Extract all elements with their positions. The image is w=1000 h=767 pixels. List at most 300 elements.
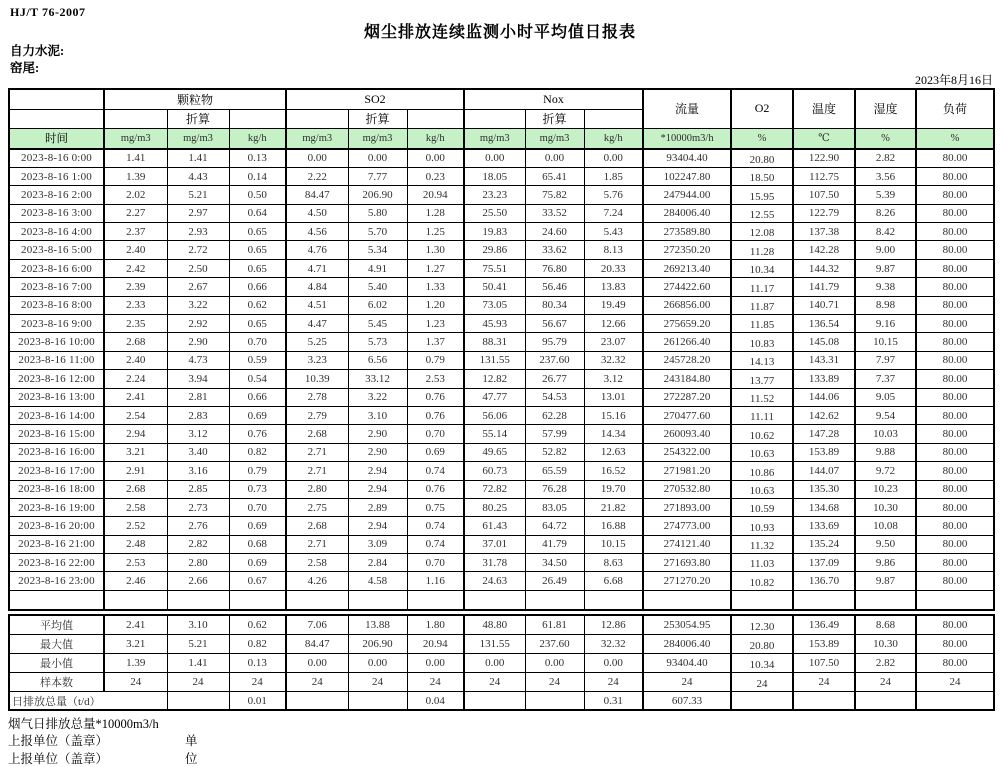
time-cell: 2023-8-16 15:00 [9, 425, 104, 443]
time-cell: 2023-8-16 0:00 [9, 149, 104, 167]
unit-label: 单位 [185, 734, 198, 766]
value-cell: 61.43 [464, 517, 525, 535]
value-cell: 3.21 [104, 443, 167, 461]
group-nox: Nox [464, 89, 643, 109]
value-cell: 76.80 [525, 259, 584, 277]
value-cell: 8.68 [855, 615, 916, 634]
value-cell: 1.20 [407, 296, 464, 314]
time-cell: 2023-8-16 23:00 [9, 572, 104, 590]
value-cell: 12.82 [464, 370, 525, 388]
value-cell: 2.50 [167, 259, 229, 277]
value-cell: 0.76 [407, 406, 464, 424]
value-cell: 2.58 [104, 498, 167, 516]
value-cell: 144.07 [793, 462, 855, 480]
value-cell: 26.77 [525, 370, 584, 388]
table-row [9, 462, 994, 480]
value-cell: 80.00 [916, 259, 994, 277]
value-cell: 2.46 [104, 572, 167, 590]
value-cell: 2.90 [348, 425, 407, 443]
value-cell: 153.89 [793, 443, 855, 461]
value-cell: 5.80 [348, 204, 407, 222]
value-cell: 3.56 [855, 167, 916, 185]
value-cell: 270477.60 [643, 406, 731, 424]
value-cell [464, 691, 525, 710]
value-cell: 0.13 [229, 653, 286, 672]
value-cell: 2.91 [104, 462, 167, 480]
table-row [9, 186, 994, 204]
value-cell: 2.41 [104, 615, 167, 634]
value-cell: 260093.40 [643, 425, 731, 443]
value-cell: 0.00 [525, 149, 584, 167]
col-temp: 温度 [793, 89, 855, 128]
value-cell: 5.73 [348, 333, 407, 351]
table-row [9, 241, 994, 259]
value-cell: 0.69 [229, 554, 286, 572]
value-cell: 6.56 [348, 351, 407, 369]
value-cell: 4.58 [348, 572, 407, 590]
empty-cell [855, 590, 916, 610]
value-cell: 135.24 [793, 535, 855, 553]
table-row [9, 443, 994, 461]
value-cell: 57.99 [525, 425, 584, 443]
value-cell: 80.00 [916, 634, 994, 653]
value-cell: 3.10 [167, 615, 229, 634]
value-cell: 29.86 [464, 241, 525, 259]
standard-code: HJ/T 76-2007 [10, 5, 86, 19]
value-cell: 80.00 [916, 462, 994, 480]
value-cell: 133.69 [793, 517, 855, 535]
value-cell: 2.82 [167, 535, 229, 553]
value-cell: 2.48 [104, 535, 167, 553]
value-cell: 0.79 [407, 351, 464, 369]
value-cell: 2.73 [167, 498, 229, 516]
value-cell: 4.91 [348, 259, 407, 277]
value-cell: 23.07 [584, 333, 643, 351]
value-cell: 1.28 [407, 204, 464, 222]
value-cell: 76.28 [525, 480, 584, 498]
value-cell: 5.70 [348, 223, 407, 241]
value-cell: 9.87 [855, 572, 916, 590]
value-cell: 2.83 [167, 406, 229, 424]
value-cell: 84.47 [286, 634, 348, 653]
value-cell: 23.23 [464, 186, 525, 204]
value-cell: 3.22 [167, 296, 229, 314]
cutoff-text: 上报单位（盖章） [8, 752, 109, 766]
value-cell: 14.13 [731, 351, 793, 369]
value-cell: 10.23 [855, 480, 916, 498]
value-cell: 6.02 [348, 296, 407, 314]
table-row [9, 370, 994, 388]
value-cell: 107.50 [793, 186, 855, 204]
value-cell: 0.00 [584, 653, 643, 672]
value-cell: 12.55 [731, 204, 793, 222]
value-cell: 3.23 [286, 351, 348, 369]
value-cell: 9.87 [855, 259, 916, 277]
value-cell: 0.54 [229, 370, 286, 388]
summary-row [9, 672, 994, 691]
daily-total-label: 日排放总量（t/d） [9, 691, 167, 710]
value-cell: 153.89 [793, 634, 855, 653]
value-cell: 1.85 [584, 167, 643, 185]
value-cell: 80.00 [916, 204, 994, 222]
value-cell: 80.00 [916, 315, 994, 333]
unit-cell: kg/h [407, 128, 464, 149]
time-cell: 2023-8-16 10:00 [9, 333, 104, 351]
empty-cell [584, 109, 643, 128]
value-cell: 3.09 [348, 535, 407, 553]
value-cell: 11.87 [731, 296, 793, 314]
value-cell: 137.09 [793, 554, 855, 572]
value-cell: 24 [793, 672, 855, 691]
table-row [9, 480, 994, 498]
corner-cell [9, 89, 104, 109]
value-cell: 9.54 [855, 406, 916, 424]
value-cell: 2.68 [286, 425, 348, 443]
value-cell: 34.50 [525, 554, 584, 572]
unit-cell: % [731, 128, 793, 149]
value-cell: 284006.40 [643, 634, 731, 653]
value-cell: 5.25 [286, 333, 348, 351]
empty-cell [731, 590, 793, 610]
time-cell: 2023-8-16 11:00 [9, 351, 104, 369]
value-cell: 0.00 [348, 653, 407, 672]
value-cell: 8.42 [855, 223, 916, 241]
value-cell: 5.21 [167, 186, 229, 204]
value-cell: 64.72 [525, 517, 584, 535]
value-cell: 80.25 [464, 498, 525, 516]
value-cell: 2.94 [104, 425, 167, 443]
value-cell: 4.73 [167, 351, 229, 369]
value-cell: 8.63 [584, 554, 643, 572]
value-cell: 206.90 [348, 186, 407, 204]
value-cell: 2.82 [855, 149, 916, 167]
value-cell: 275659.20 [643, 315, 731, 333]
value-cell: 2.76 [167, 517, 229, 535]
value-cell: 147.28 [793, 425, 855, 443]
value-cell: 10.30 [855, 634, 916, 653]
value-cell: 56.46 [525, 278, 584, 296]
value-cell: 270532.80 [643, 480, 731, 498]
value-cell: 4.84 [286, 278, 348, 296]
empty-row [9, 590, 994, 610]
converted-label: 折算 [348, 109, 407, 128]
value-cell: 2.94 [348, 517, 407, 535]
unit-cell: mg/m3 [348, 128, 407, 149]
value-cell: 5.40 [348, 278, 407, 296]
value-cell: 141.79 [793, 278, 855, 296]
value-cell: 83.05 [525, 498, 584, 516]
unit-cell: kg/h [584, 128, 643, 149]
table-row [9, 278, 994, 296]
value-cell: 55.14 [464, 425, 525, 443]
value-cell: 80.00 [916, 406, 994, 424]
value-cell: 13.83 [584, 278, 643, 296]
value-cell: 0.75 [407, 498, 464, 516]
value-cell: 3.12 [584, 370, 643, 388]
value-cell: 9.50 [855, 535, 916, 553]
time-cell: 2023-8-16 20:00 [9, 517, 104, 535]
value-cell: 145.08 [793, 333, 855, 351]
value-cell: 2.27 [104, 204, 167, 222]
value-cell: 80.00 [916, 572, 994, 590]
value-cell: 2.92 [167, 315, 229, 333]
value-cell: 1.16 [407, 572, 464, 590]
value-cell: 80.00 [916, 167, 994, 185]
value-cell: 2.53 [104, 554, 167, 572]
value-cell: 134.68 [793, 498, 855, 516]
value-cell: 24 [731, 672, 793, 691]
value-cell: 2.72 [167, 241, 229, 259]
value-cell: 142.28 [793, 241, 855, 259]
value-cell: 2.35 [104, 315, 167, 333]
site-label: 窑尾: [10, 61, 40, 75]
value-cell: 2.90 [167, 333, 229, 351]
value-cell: 25.50 [464, 204, 525, 222]
value-cell: 54.53 [525, 388, 584, 406]
table-row [9, 204, 994, 222]
value-cell: 0.70 [229, 498, 286, 516]
value-cell: 12.30 [731, 615, 793, 634]
table-row [9, 388, 994, 406]
value-cell: 243184.80 [643, 370, 731, 388]
value-cell: 3.21 [104, 634, 167, 653]
group-so2: SO2 [286, 89, 464, 109]
value-cell: 56.67 [525, 315, 584, 333]
value-cell: 12.63 [584, 443, 643, 461]
value-cell: 12.66 [584, 315, 643, 333]
empty-cell [286, 109, 348, 128]
value-cell: 10.34 [731, 259, 793, 277]
value-cell: 4.47 [286, 315, 348, 333]
empty-cell [464, 590, 525, 610]
value-cell: 2.66 [167, 572, 229, 590]
table-row [9, 517, 994, 535]
value-cell: 269213.40 [643, 259, 731, 277]
value-cell: 10.62 [731, 425, 793, 443]
value-cell: 0.70 [229, 333, 286, 351]
value-cell: 0.74 [407, 535, 464, 553]
value-cell: 47.77 [464, 388, 525, 406]
value-cell: 133.89 [793, 370, 855, 388]
value-cell: 271693.80 [643, 554, 731, 572]
summary-row [9, 615, 994, 634]
value-cell: 50.41 [464, 278, 525, 296]
value-cell: 136.54 [793, 315, 855, 333]
value-cell: 2.58 [286, 554, 348, 572]
value-cell: 3.12 [167, 425, 229, 443]
value-cell: 0.69 [407, 443, 464, 461]
value-cell: 11.28 [731, 241, 793, 259]
value-cell: 12.86 [584, 615, 643, 634]
value-cell: 2.22 [286, 167, 348, 185]
time-cell: 2023-8-16 22:00 [9, 554, 104, 572]
value-cell: 0.64 [229, 204, 286, 222]
value-cell [916, 691, 994, 710]
value-cell: 5.39 [855, 186, 916, 204]
value-cell: 11.11 [731, 406, 793, 424]
value-cell: 274121.40 [643, 535, 731, 553]
value-cell: 16.52 [584, 462, 643, 480]
time-cell: 2023-8-16 1:00 [9, 167, 104, 185]
empty-cell [793, 590, 855, 610]
empty-cell [286, 590, 348, 610]
value-cell: 2.52 [104, 517, 167, 535]
value-cell: 0.65 [229, 223, 286, 241]
unit-cell: ℃ [793, 128, 855, 149]
value-cell: 45.93 [464, 315, 525, 333]
value-cell: 0.31 [584, 691, 643, 710]
value-cell: 93404.40 [643, 149, 731, 167]
value-cell: 80.00 [916, 615, 994, 634]
value-cell: 1.37 [407, 333, 464, 351]
value-cell: 10.59 [731, 498, 793, 516]
empty-cell [229, 590, 286, 610]
time-cell: 2023-8-16 17:00 [9, 462, 104, 480]
value-cell: 2.81 [167, 388, 229, 406]
value-cell: 0.00 [584, 149, 643, 167]
value-cell: 3.94 [167, 370, 229, 388]
empty-cell [229, 109, 286, 128]
table-row [9, 167, 994, 185]
value-cell: 0.00 [407, 149, 464, 167]
value-cell: 0.69 [229, 517, 286, 535]
value-cell: 2.82 [855, 653, 916, 672]
table-row [9, 296, 994, 314]
value-cell: 75.51 [464, 259, 525, 277]
company-label: 自力水泥: [10, 44, 65, 58]
value-cell: 142.62 [793, 406, 855, 424]
value-cell: 20.33 [584, 259, 643, 277]
value-cell: 41.79 [525, 535, 584, 553]
value-cell: 144.06 [793, 388, 855, 406]
value-cell: 80.00 [916, 535, 994, 553]
col-load: 负荷 [916, 89, 994, 128]
value-cell: 80.00 [916, 480, 994, 498]
value-cell: 1.41 [104, 149, 167, 167]
value-cell: 24.63 [464, 572, 525, 590]
value-cell: 10.63 [731, 443, 793, 461]
report-date: 2023年8月16日 [914, 73, 993, 87]
value-cell: 7.24 [584, 204, 643, 222]
col-o2: O2 [731, 89, 793, 128]
value-cell: 1.80 [407, 615, 464, 634]
value-cell: 0.70 [407, 425, 464, 443]
time-cell: 2023-8-16 8:00 [9, 296, 104, 314]
value-cell: 75.82 [525, 186, 584, 204]
value-cell: 1.39 [104, 167, 167, 185]
value-cell: 2.94 [348, 480, 407, 498]
value-cell: 272350.20 [643, 241, 731, 259]
empty-cell [348, 590, 407, 610]
value-cell: 2.93 [167, 223, 229, 241]
value-cell: 24 [584, 672, 643, 691]
value-cell: 0.65 [229, 259, 286, 277]
table-row [9, 315, 994, 333]
value-cell: 0.66 [229, 388, 286, 406]
value-cell: 24 [464, 672, 525, 691]
value-cell: 2.33 [104, 296, 167, 314]
value-cell: 237.60 [525, 634, 584, 653]
empty-cell [525, 590, 584, 610]
value-cell: 4.76 [286, 241, 348, 259]
value-cell: 0.65 [229, 315, 286, 333]
col-flow: 流量 [643, 89, 731, 128]
value-cell: 136.49 [793, 615, 855, 634]
value-cell: 80.00 [916, 517, 994, 535]
time-cell: 2023-8-16 13:00 [9, 388, 104, 406]
empty-cell [167, 590, 229, 610]
value-cell: 1.41 [167, 653, 229, 672]
value-cell: 253054.95 [643, 615, 731, 634]
value-cell: 19.70 [584, 480, 643, 498]
value-cell: 31.78 [464, 554, 525, 572]
value-cell: 2.37 [104, 223, 167, 241]
value-cell: 7.37 [855, 370, 916, 388]
value-cell: 56.06 [464, 406, 525, 424]
unit-cell: mg/m3 [286, 128, 348, 149]
value-cell: 80.00 [916, 241, 994, 259]
value-cell: 0.76 [407, 480, 464, 498]
value-cell: 88.31 [464, 333, 525, 351]
time-cell: 2023-8-16 9:00 [9, 315, 104, 333]
value-cell: 273589.80 [643, 223, 731, 241]
value-cell: 237.60 [525, 351, 584, 369]
value-cell: 24 [525, 672, 584, 691]
value-cell: 271893.00 [643, 498, 731, 516]
value-cell: 24 [643, 672, 731, 691]
value-cell: 0.65 [229, 241, 286, 259]
summary-label: 最大值 [9, 634, 104, 653]
value-cell: 122.79 [793, 204, 855, 222]
value-cell: 2.80 [167, 554, 229, 572]
value-cell: 0.01 [229, 691, 286, 710]
col-humidity: 湿度 [855, 89, 916, 128]
value-cell: 12.08 [731, 223, 793, 241]
value-cell [731, 691, 793, 710]
time-cell: 2023-8-16 18:00 [9, 480, 104, 498]
value-cell: 5.21 [167, 634, 229, 653]
time-cell: 2023-8-16 16:00 [9, 443, 104, 461]
value-cell: 0.76 [229, 425, 286, 443]
value-cell: 32.32 [584, 351, 643, 369]
value-cell: 266856.00 [643, 296, 731, 314]
value-cell: 80.00 [916, 149, 994, 167]
value-cell: 140.71 [793, 296, 855, 314]
value-cell: 4.26 [286, 572, 348, 590]
value-cell: 9.00 [855, 241, 916, 259]
time-cell: 2023-8-16 3:00 [9, 204, 104, 222]
value-cell: 0.00 [464, 653, 525, 672]
value-cell: 137.38 [793, 223, 855, 241]
value-cell [348, 691, 407, 710]
value-cell: 24 [407, 672, 464, 691]
value-cell: 0.66 [229, 278, 286, 296]
table-row [9, 351, 994, 369]
summary-label: 平均值 [9, 615, 104, 634]
value-cell: 11.52 [731, 388, 793, 406]
value-cell: 2.84 [348, 554, 407, 572]
value-cell: 14.34 [584, 425, 643, 443]
value-cell: 0.00 [407, 653, 464, 672]
value-cell: 112.75 [793, 167, 855, 185]
value-cell: 2.94 [348, 462, 407, 480]
empty-cell [407, 109, 464, 128]
value-cell: 8.26 [855, 204, 916, 222]
value-cell: 65.59 [525, 462, 584, 480]
value-cell [286, 691, 348, 710]
time-cell: 2023-8-16 21:00 [9, 535, 104, 553]
value-cell: 18.05 [464, 167, 525, 185]
